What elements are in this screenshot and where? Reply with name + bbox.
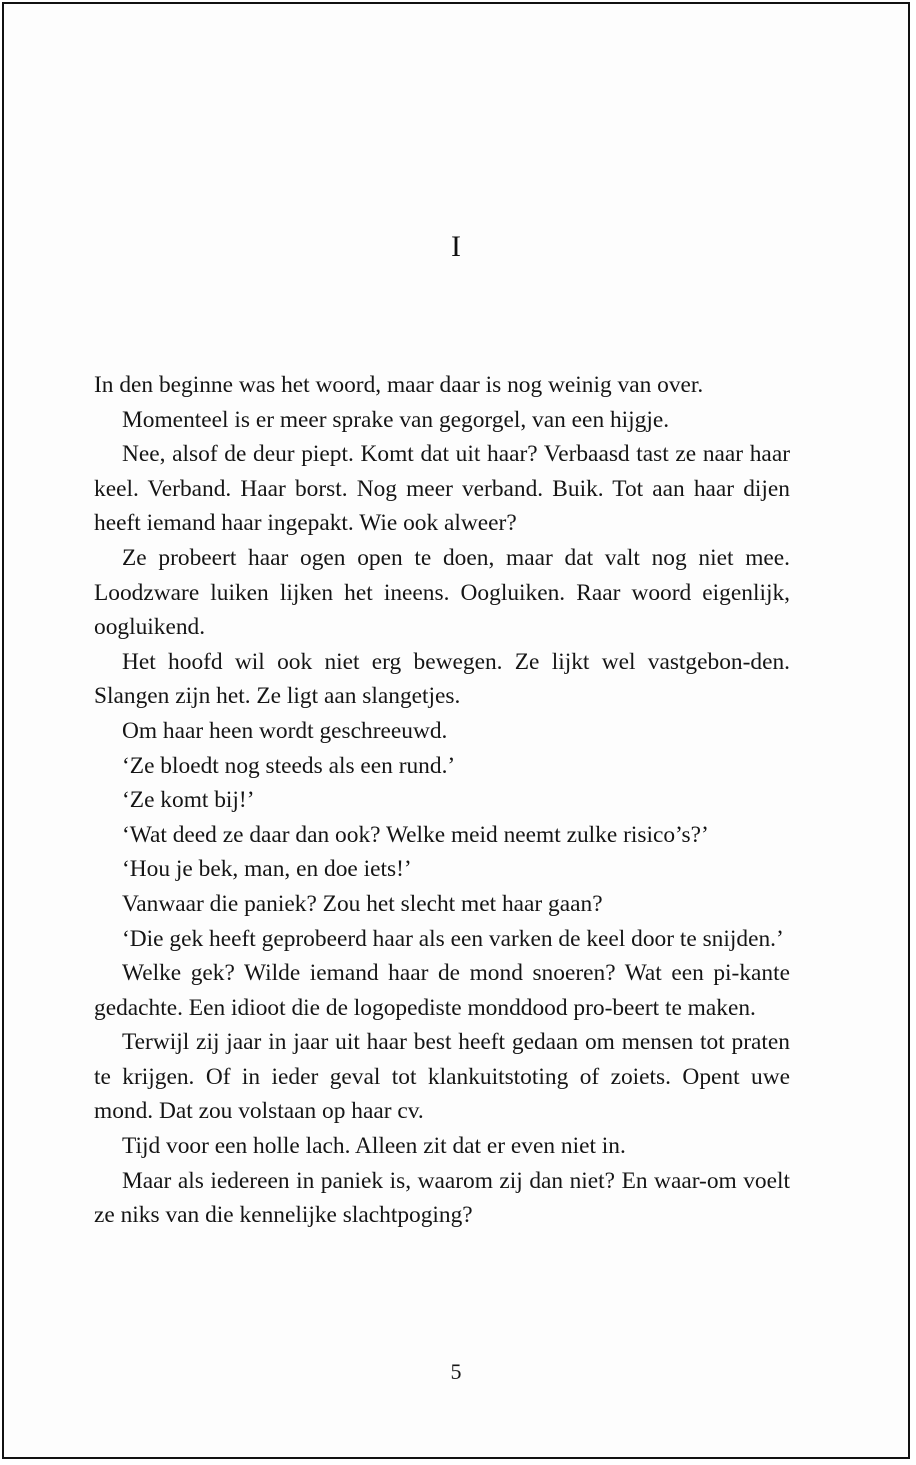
paragraph: Ze probeert haar ogen open te doen, maar dat valt nog niet mee. Loodzware luiken lijken het ineens. Oogluiken. Raar woord eigenlijk, oogluikend. <box>94 544 790 641</box>
paragraph: ‘Ze bloedt nog steeds als een rund.’ <box>122 752 456 779</box>
paragraph: Nee, alsof de deur piept. Komt dat uit haar? Verbaasd tast ze naar haar keel. Verband. Haar borst. Nog meer verband. Buik. Tot aan haar dijen heeft iemand haar ingepakt. Wie ook alweer? <box>94 441 790 537</box>
paragraph: Tijd voor een holle lach. Alleen zit dat er even niet in. <box>122 1133 626 1160</box>
chapter-number: I <box>451 230 461 263</box>
paragraph: ‘Ze komt bij!’ <box>122 787 255 814</box>
paragraph: Terwijl zij jaar in jaar uit haar best heeft gedaan om mensen tot praten te krijgen. Of in ieder geval tot klankuitstoting of zoiets. Opent uwe mond. Dat zou volstaan op haar cv. <box>94 1029 790 1125</box>
paragraph: ‘Wat deed ze daar dan ook? Welke meid neemt zulke risico’s?’ <box>122 821 709 848</box>
paragraph: Momenteel is er meer sprake van gegorgel, van een hijgje. <box>122 406 670 433</box>
paragraph: ‘Die gek heeft geprobeerd haar als een varken de keel door te snijden.’ <box>122 925 784 952</box>
paragraph: In den beginne was het woord, maar daar is nog weinig van over. <box>94 372 704 398</box>
paragraph: Vanwaar die paniek? Zou het slecht met haar gaan? <box>122 890 603 917</box>
paragraph: Om haar heen wordt geschreeuwd. <box>122 717 448 744</box>
book-page <box>2 2 910 1459</box>
paragraph: Het hoofd wil ook niet erg bewegen. Ze lijkt wel vastgebon-den. Slangen zijn het. Ze ligt aan slangetjes. <box>94 648 790 710</box>
paragraph: ‘Hou je bek, man, en doe iets!’ <box>122 856 412 883</box>
page-number: 5 <box>450 1359 462 1384</box>
paragraph: Maar als iedereen in paniek is, waarom zij dan niet? En waar-om voelt ze niks van die kennelijke slachtpoging? <box>94 1167 790 1229</box>
paragraph: Welke gek? Wilde iemand haar de mond snoeren? Wat een pi-kante gedachte. Een idioot die de logopediste monddood pro-beert te maken. <box>94 960 790 1021</box>
body-text <box>94 368 790 1233</box>
